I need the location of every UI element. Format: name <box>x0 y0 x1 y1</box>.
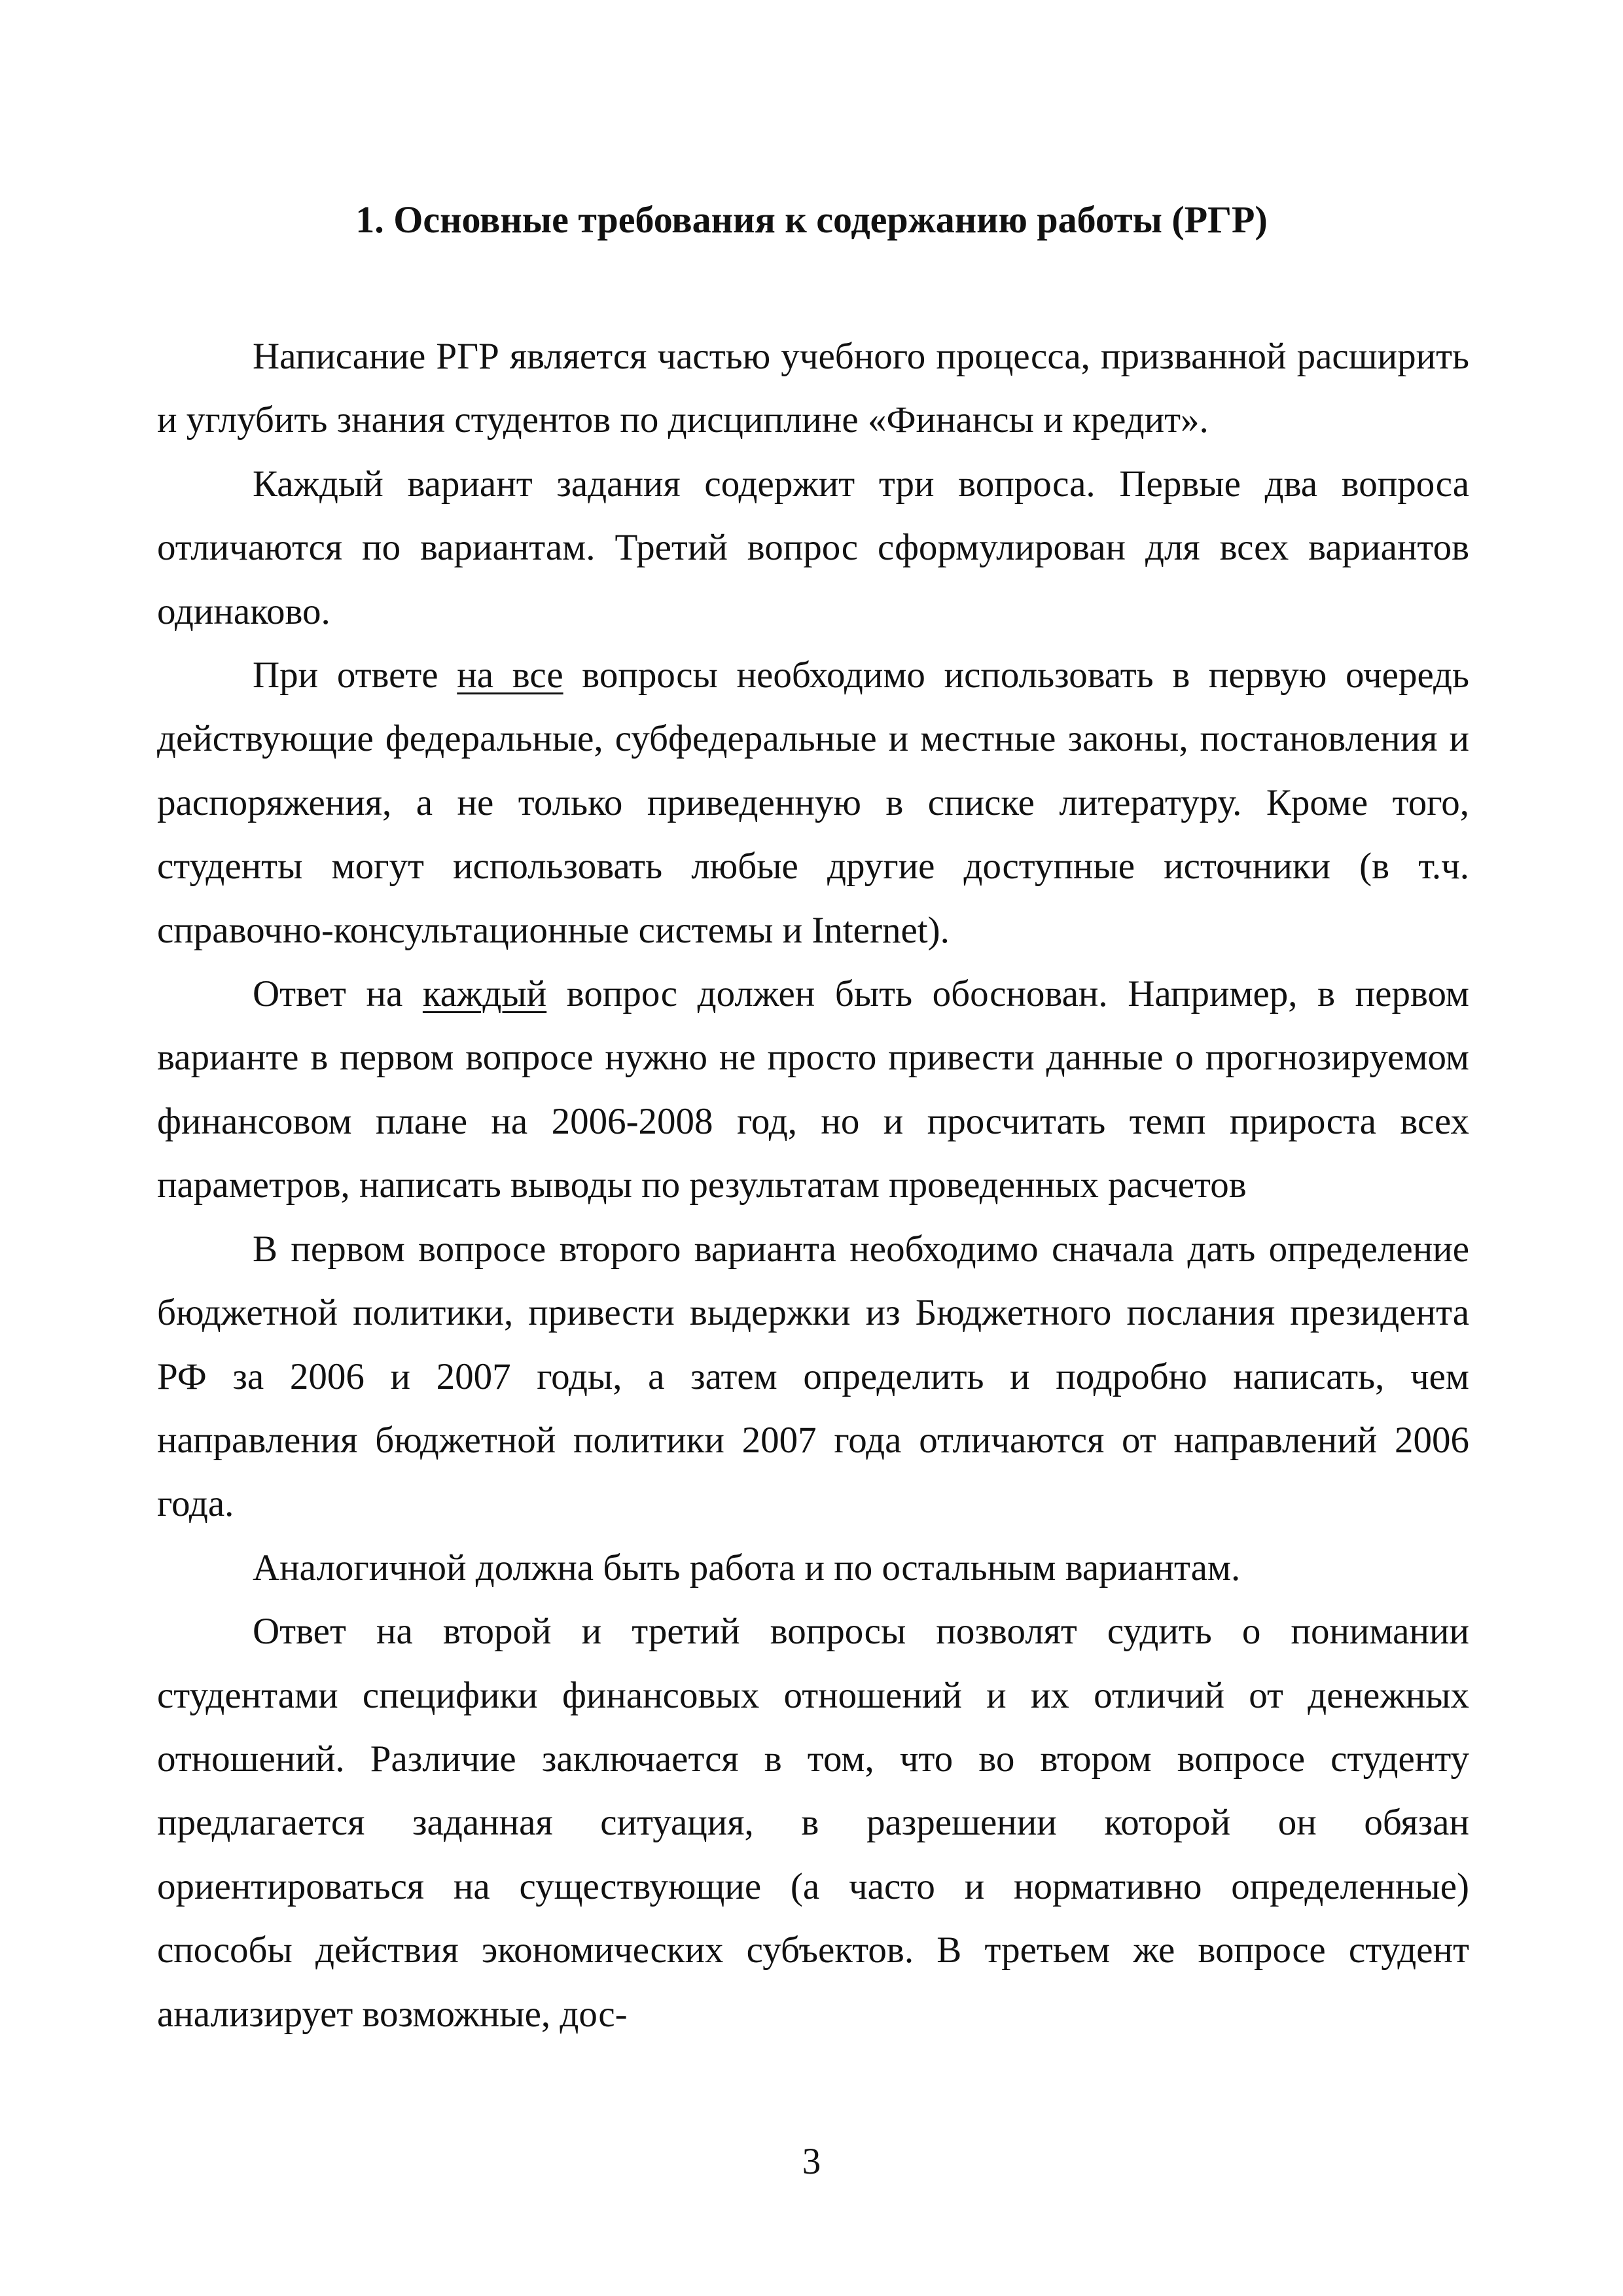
page-number: 3 <box>802 2141 821 2182</box>
paragraph-4 <box>157 962 1469 1217</box>
paragraph-1: Написание РГР является частью учебного процесса, призванной расширить и углубить знания студентов по дисциплине «Финансы и кредит». <box>157 336 1469 441</box>
underlined-emphasis-na-vse: на все <box>457 655 563 696</box>
paragraph-3-start: При ответе <box>253 655 457 696</box>
paragraph-5: В первом вопросе второго варианта необходимо сначала дать определение бюджетной политики, привести выдержки из Бюджетного послания президента РФ за 2006 и 2007 годы, а затем определить и подробно написать, чем направления бюджетной политики 2007 года отличаются от направлений 2006 года. <box>157 1228 1469 1525</box>
paragraph-2: Каждый вариант задания содержит три вопроса. Первые два вопроса отличаются по вариантам. Третий вопрос сформулирован для всех вариантов одинаково. <box>157 463 1469 632</box>
paragraph-3-rest: вопросы необходимо использовать в первую очередь действующие федеральные, субфедеральные и местные законы, постановления и распоряжения, а не только приведенную в списке литературу. Кроме того, студенты могут использовать любые другие доступные источники (в т.ч. справочно-консультационные системы и Internet). <box>157 655 1469 951</box>
paragraph-4-start: Ответ на <box>253 973 423 1015</box>
document-body <box>157 325 1469 2046</box>
paragraph-6: Аналогичной должна быть работа и по остальным вариантам. <box>253 1547 1241 1588</box>
paragraph-4-rest: вопрос должен быть обоснован. Например, в первом варианте в первом вопросе нужно не просто привести данные о прогнозируемом финансовом плане на 2006-2008 год, но и просчитать темп прироста всех параметров, написать выводы по результатам проведенных расчетов <box>157 973 1469 1206</box>
section-heading: 1. Основные требования к содержанию работы (РГР) <box>355 198 1268 241</box>
paragraph-7: Ответ на второй и третий вопросы позволят судить о понимании студентами специфики финансовых отношений и их отличий от денежных отношений. Различие заключается в том, что во втором вопросе студенту предлагается заданная ситуация, в разрешении которой он обязан ориентироваться на существующие (а часто и нормативно определенные) способы действия экономических субъектов. В третьем же вопросе студент анализирует возможные, дос- <box>157 1611 1469 2035</box>
underlined-emphasis-kazhdyi: каждый <box>422 973 547 1015</box>
paragraph-3 <box>157 643 1469 962</box>
